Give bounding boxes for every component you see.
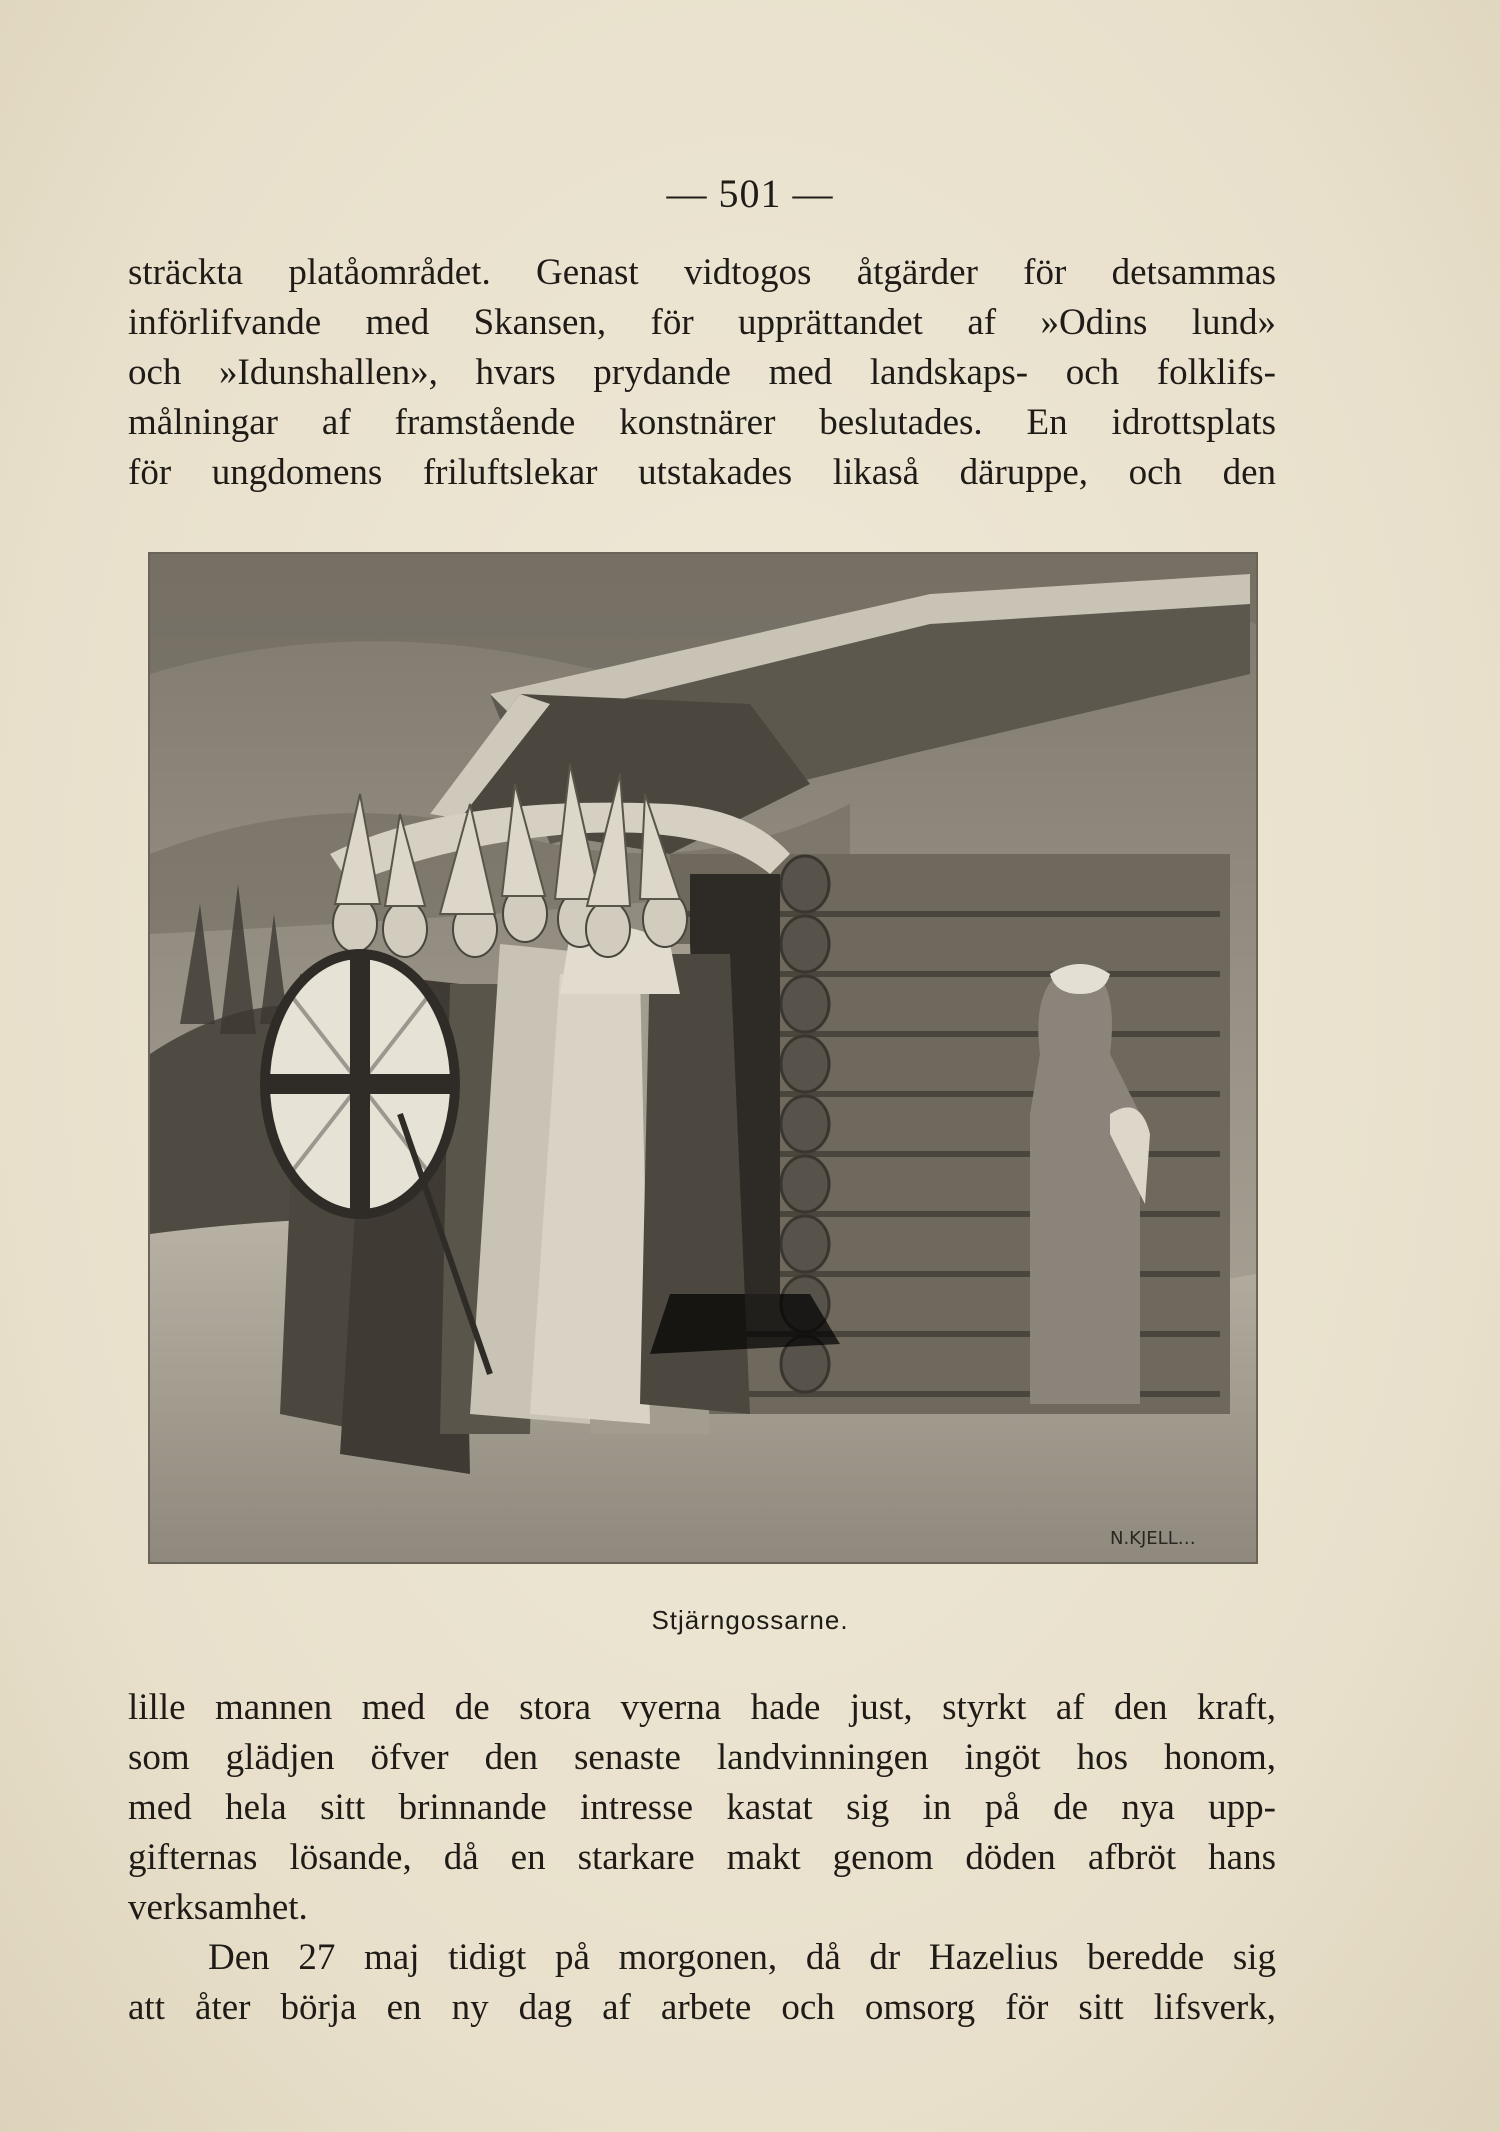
text-line: och »Idunshallen», hvars prydande med landskaps- och folklifs- [128,352,1276,393]
text-line: som glädjen öfver den senaste landvinningen ingöt hos honom, [128,1737,1276,1778]
artist-signature: N.KJELL… [1110,1528,1196,1549]
text-line: målningar af framstående konstnärer beslutades. En idrottsplats [128,402,1276,443]
text-line: med hela sitt brinnande intresse kastat sig in på de nya upp- [128,1787,1276,1828]
text-line: sträckta platåområdet. Genast vidtogos åtgärder för detsammas [128,252,1276,293]
text-line: gifternas lösande, då en starkare makt genom döden afbröt hans [128,1837,1276,1878]
text-line: införlifvande med Skansen, för upprättandet af »Odins lund» [128,302,1276,343]
top-paragraph [128,248,1276,498]
figure-caption: Stjärngossarne. [651,1605,849,1635]
text-line: verksamhet. [128,1887,308,1928]
illustration-star-boys [148,552,1258,1564]
text-line: att åter börja en ny dag af arbete och omsorg för sitt lifsverk, [128,1987,1276,2028]
text-line: Den 27 maj tidigt på morgonen, då dr Hazelius beredde sig [208,1937,1276,1978]
bottom-paragraph-1 [128,1683,1276,2033]
text-line: lille mannen med de stora vyerna hade just, styrkt af den kraft, [128,1687,1276,1728]
page-number: — 501 — [666,171,834,216]
text-line: för ungdomens friluftslekar utstakades likaså däruppe, och den [128,452,1276,493]
